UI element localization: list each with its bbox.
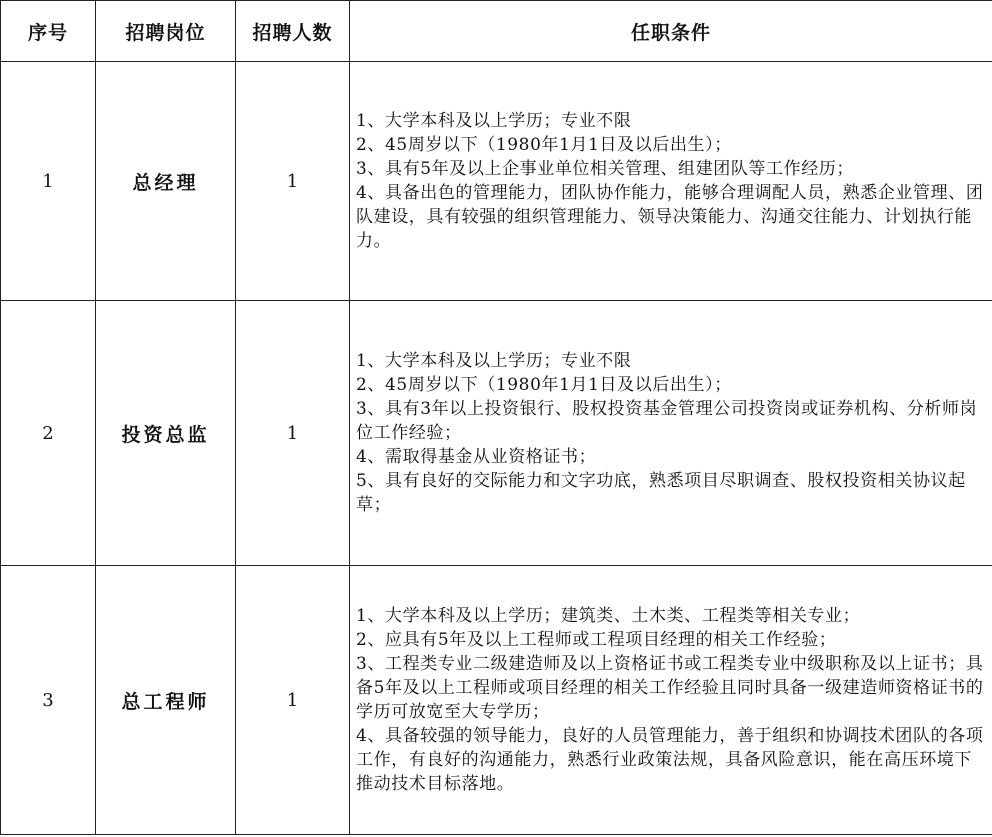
row-position: 总工程师 <box>96 566 236 835</box>
row-no: 2 <box>1 301 96 566</box>
row-count: 1 <box>236 62 350 301</box>
requirement-item: 1、大学本科及以上学历；专业不限 <box>356 351 632 371</box>
row-count: 1 <box>236 566 350 835</box>
row-requirements <box>350 62 992 301</box>
header-position: 招聘岗位 <box>96 1 236 62</box>
row-position: 投资总监 <box>96 301 236 566</box>
requirement-item: 4、需取得基金从业资格证书； <box>356 447 597 467</box>
requirement-item: 3、工程类专业二级建造师及以上资格证书或工程类专业中级职称及以上证书；具备5年及以上工程师或项目经理的相关工作经验且同时具备一级建造师资格证书的学历可放宽至大专学历； <box>356 654 984 722</box>
requirement-item: 3、具有3年以上投资银行、股权投资基金管理公司投资岗或证券机构、分析师岗位工作经验； <box>356 399 978 443</box>
header-no: 序号 <box>1 1 96 62</box>
header-requirements: 任职条件 <box>350 1 992 62</box>
row-count: 1 <box>236 301 350 566</box>
requirement-item: 2、应具有5年及以上工程师或工程项目经理的相关工作经验； <box>356 630 837 650</box>
table-row <box>1 566 992 835</box>
row-requirements <box>350 301 992 566</box>
requirement-item: 3、具有5年及以上企事业单位相关管理、组建团队等工作经历； <box>356 159 855 179</box>
row-no: 3 <box>1 566 96 835</box>
header-row <box>1 1 992 62</box>
row-no: 1 <box>1 62 96 301</box>
requirement-item: 2、45周岁以下（1980年1月1日及以后出生）； <box>356 375 732 395</box>
requirement-item: 1、大学本科及以上学历；专业不限 <box>356 111 632 131</box>
table-row <box>1 62 992 301</box>
requirement-item: 2、45周岁以下（1980年1月1日及以后出生）； <box>356 135 732 155</box>
table-row <box>1 301 992 566</box>
header-count: 招聘人数 <box>236 1 350 62</box>
requirement-item: 5、具有良好的交际能力和文字功底，熟悉项目尽职调查、股权投资相关协议起草； <box>356 471 966 515</box>
requirement-item: 4、具备较强的领导能力，良好的人员管理能力，善于组织和协调技术团队的各项工作，有良好的沟通能力，熟悉行业政策法规，具备风险意识，能在高压环境下推动技术目标落地。 <box>356 726 984 794</box>
requirement-item: 1、大学本科及以上学历；建筑类、土木类、工程类等相关专业； <box>356 606 861 626</box>
row-requirements <box>350 566 992 835</box>
requirement-item: 4、具备出色的管理能力，团队协作能力，能够合理调配人员，熟悉企业管理、团队建设，具有较强的组织管理能力、领导决策能力、沟通交往能力、计划执行能力。 <box>356 183 984 251</box>
row-position: 总经理 <box>96 62 236 301</box>
